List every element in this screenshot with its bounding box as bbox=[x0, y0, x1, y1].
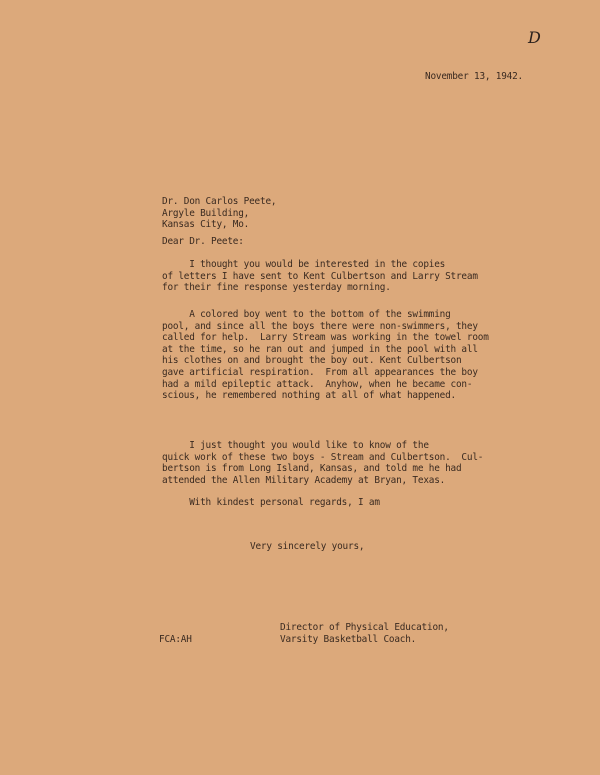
paragraph-line: I just thought you would like to know of the bbox=[162, 440, 429, 451]
paragraph-line: A colored boy went to the bottom of the swimming bbox=[162, 309, 451, 320]
signature-title: Varsity Basketball Coach. bbox=[280, 633, 417, 645]
paragraph-1 bbox=[162, 259, 478, 294]
paragraph-3 bbox=[162, 440, 483, 486]
paragraph-line: scious, he remembered nothing at all of what happened. bbox=[162, 390, 456, 402]
recipient-address bbox=[162, 196, 276, 231]
paragraph-line: called for help. Larry Stream was working in the towel room bbox=[162, 332, 489, 344]
signature-title: Director of Physical Education, bbox=[280, 622, 449, 633]
paragraph-line: of letters I have sent to Kent Culbertson and Larry Stream bbox=[162, 270, 478, 282]
recipient-building: Argyle Building, bbox=[162, 207, 250, 219]
recipient-city: Kansas City, Mo. bbox=[162, 219, 250, 230]
paragraph-line: for their fine response yesterday morning. bbox=[162, 282, 391, 294]
reference-initials: FCA:AH bbox=[159, 634, 192, 645]
paragraph-line: gave artificial respiration. From all appearances the boy bbox=[162, 366, 478, 378]
paragraph-line: quick work of these two boys - Stream and Culbertson. Cul- bbox=[162, 451, 484, 463]
letter-date: November 13, 1942. bbox=[425, 71, 523, 82]
corner-mark: D bbox=[528, 28, 541, 47]
paragraph-line: I thought you would be interested in the copies bbox=[162, 259, 446, 270]
paragraph-2 bbox=[162, 309, 489, 402]
paragraph-line: bertson is from Long Island, Kansas, and told me he had bbox=[162, 463, 462, 475]
paragraph-line: at the time, so he ran out and jumped in the pool with all bbox=[162, 343, 478, 355]
paragraph-4 bbox=[162, 497, 380, 509]
paragraph-line: With kindest personal regards, I am bbox=[162, 497, 380, 508]
salutation: Dear Dr. Peete: bbox=[162, 236, 244, 247]
paragraph-line: his clothes on and brought the boy out. Kent Culbertson bbox=[162, 355, 462, 367]
signature-block bbox=[280, 622, 449, 645]
paragraph-line: pool, and since all the boys there were non-swimmers, they bbox=[162, 320, 478, 332]
complimentary-closing: Very sincerely yours, bbox=[250, 541, 365, 552]
paragraph-line: had a mild epileptic attack. Anyhow, when he became con- bbox=[162, 378, 473, 390]
recipient-name: Dr. Don Carlos Peete, bbox=[162, 196, 277, 207]
paragraph-line: attended the Allen Military Academy at Bryan, Texas. bbox=[162, 474, 446, 486]
